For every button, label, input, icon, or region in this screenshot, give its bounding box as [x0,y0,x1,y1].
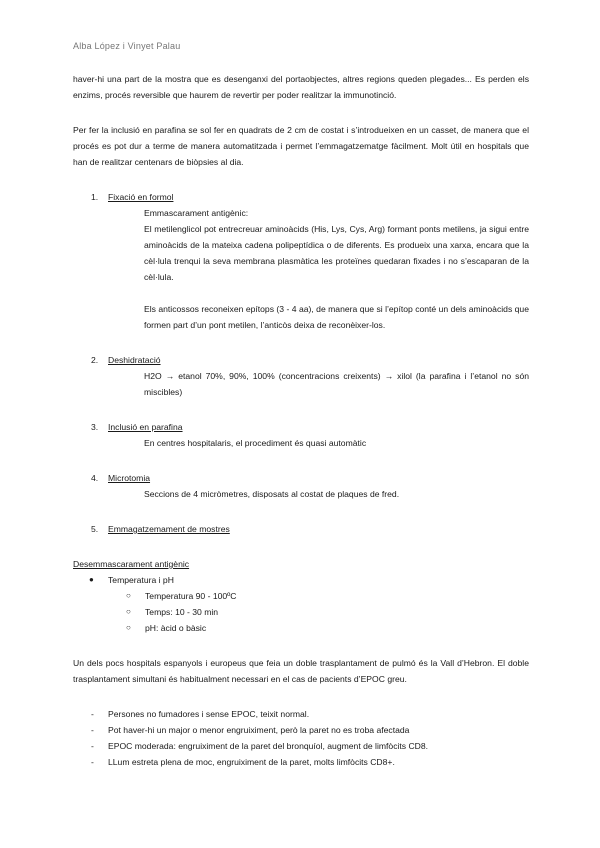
dash-marker: - [91,757,94,767]
step-2 [73,352,529,368]
circle-bullet-icon: ○ [126,591,131,600]
intro-paragraph-1: haver-hi una part de la mostra que es desenganxi del portaobjectes, altres regions queden plegades... Es perden els enzims, procés reversible que haurem de revertir per poder realitzar la immunotinció. [73,74,529,100]
step-title: Deshidratació [108,355,161,365]
step-3-paragraph: En centres hospitalaris, el procediment és quasi automàtic [144,438,367,448]
sub-bullet-item [73,620,529,636]
step-number: 5. [91,524,99,534]
step-3 [73,419,529,435]
bullet-text: Temperatura i pH [108,575,174,585]
sub-bullet-text: Temperatura 90 - 100ºC [145,591,237,601]
step-2-content [73,368,529,400]
page-header-author: Alba López i Vinyet Palau [73,41,181,51]
step-4-content [73,486,529,502]
bullet-icon: ● [89,575,94,584]
dash-list-item [73,738,529,754]
dash-item-text: Persones no fumadores i sense EPOC, teixit normal. [108,709,310,719]
step-title: Emmagatzemament de mostres [108,524,230,534]
step-5 [73,521,529,537]
sub-bullet-item [73,588,529,604]
desemmascarament-heading: Desemmascarament antigènic [73,559,190,569]
bullet-item [73,572,529,588]
step-1-content [73,205,529,333]
step-1 [73,189,529,205]
sub-bullet-text: Temps: 10 - 30 min [145,607,219,617]
step-1-paragraph: El metilenglicol pot entrecreuar aminoàcids (His, Lys, Cys, Arg) formant ponts metilens, ja sigui entre aminoàcids de la mateixa cadena polipeptídica o de diferents. Es produeix una xarxa, encara que la cèl·lula trenqui la seva membrana plasmàtica les proteïnes quedaran fixades i no s’escaparan de la cèl·lula. [144,224,529,282]
transplant-paragraph: Un dels pocs hospitals espanyols i europeus que feia un doble trasplantament de pulmó és la Vall d’Hebron. El doble trasplantament simultani és habitualment necessari en el cas de pacients d’EPOC greu. [73,658,529,684]
dash-marker: - [91,725,94,735]
sub-bullet-item [73,604,529,620]
step-1-subheading: Emmascarament antigènic: [144,208,249,218]
dash-list-item [73,722,529,738]
step-title: Fixació en formol [108,192,174,202]
dash-item-text: EPOC moderada: engruiximent de la paret del bronquíol, augment de limfòcits CD8. [108,741,429,751]
dash-item-text: Pot haver-hi un major o menor engruiximent, però la paret no es troba afectada [108,725,410,735]
dash-marker: - [91,709,94,719]
step-title: Microtomia [108,473,151,483]
dash-marker: - [91,741,94,751]
step-4-paragraph: Seccions de 4 micròmetres, disposats al costat de plaques de fred. [144,489,400,499]
dash-list-item [73,754,529,770]
step-4 [73,470,529,486]
intro-paragraph-2: Per fer la inclusió en parafina se sol fer en quadrats de 2 cm de costat i s’introdueixen en un casset, de manera que el procés es pot dur a terme de manera automatitzada i permet l’emmagatzematge fàcilment. Molt útil en hospitals que han de realitzar centenars de biòpsies al dia. [73,125,529,167]
step-2-paragraph: H2O → etanol 70%, 90%, 100% (concentracions creixents) → xilol (la parafina i l’etanol no són miscibles) [144,371,529,397]
step-title: Inclusió en parafina [108,422,183,432]
circle-bullet-icon: ○ [126,607,131,616]
sub-bullet-text: pH: àcid o bàsic [145,623,207,633]
dash-item-text: LLum estreta plena de moc, engruiximent de la paret, molts limfòcits CD8+. [108,757,395,767]
step-1-paragraph: Els anticossos reconeixen epítops (3 - 4 aa), de manera que si l’epítop conté un dels aminoàcids que formen part d’un pont metilen, l’anticòs deixa de reconèixer-los. [144,304,529,330]
step-number: 1. [91,192,99,202]
step-number: 4. [91,473,99,483]
step-number: 3. [91,422,99,432]
circle-bullet-icon: ○ [126,623,131,632]
dash-list-item [73,706,529,722]
step-3-content [73,435,529,451]
document-body [73,71,529,770]
step-number: 2. [91,355,99,365]
